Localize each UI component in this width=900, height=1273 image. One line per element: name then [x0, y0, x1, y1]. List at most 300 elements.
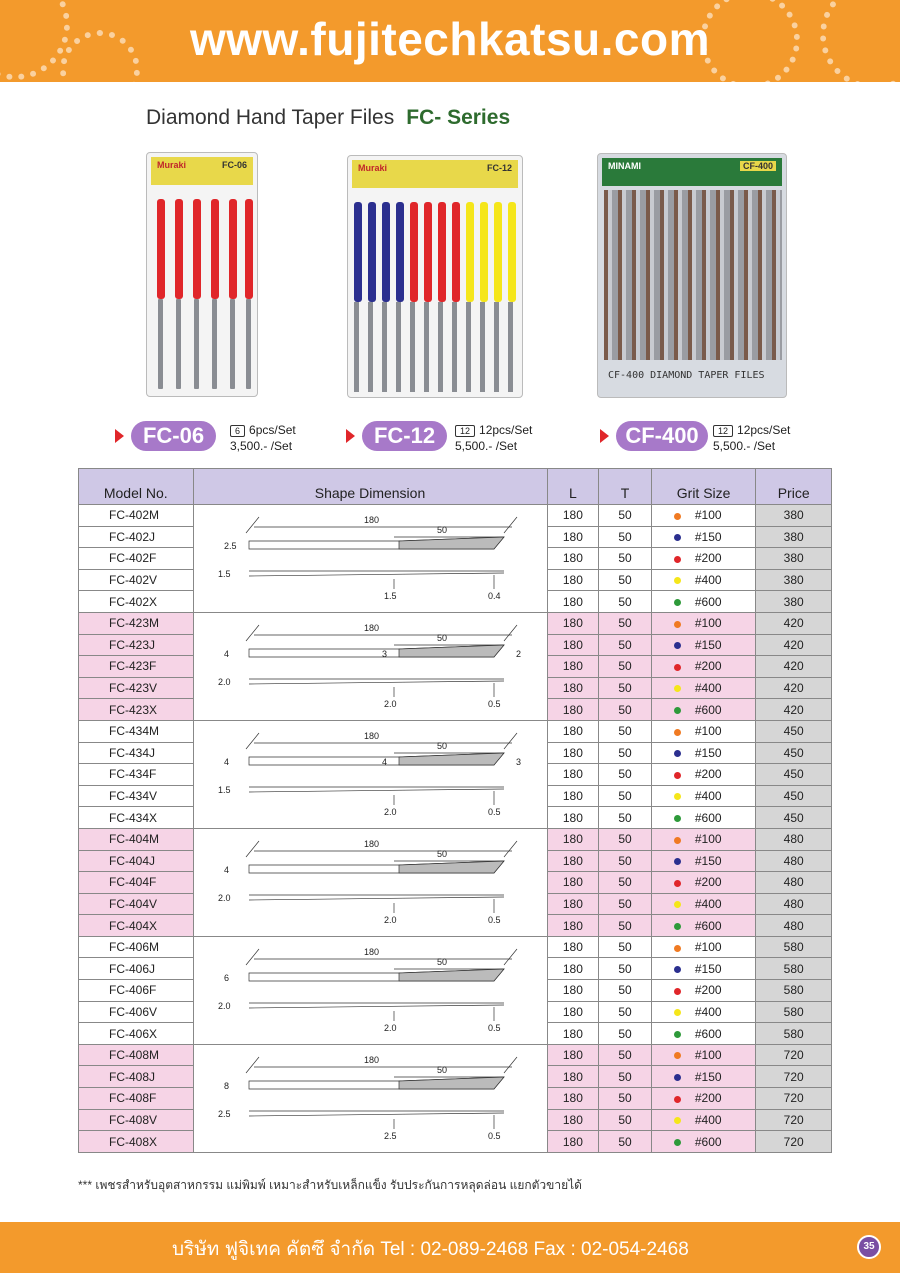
grit-color-dot — [674, 750, 681, 757]
svg-text:0.5: 0.5 — [487, 807, 501, 818]
grit-color-dot — [674, 1052, 681, 1059]
table-row — [79, 828, 832, 850]
grit-label: #150 — [694, 1069, 722, 1084]
tip-cell: 50 — [599, 656, 652, 678]
model-cell: FC-434M — [79, 720, 194, 742]
svg-text:2: 2 — [515, 649, 521, 660]
svg-text:4: 4 — [381, 757, 387, 768]
page-number: 35 — [857, 1235, 881, 1259]
tip-cell: 50 — [599, 764, 652, 786]
grit-cell — [651, 526, 756, 548]
tip-cell: 50 — [599, 980, 652, 1002]
grit-cell — [651, 872, 756, 894]
grit-label: #100 — [694, 1048, 722, 1063]
svg-text:0.5: 0.5 — [487, 699, 501, 710]
length-cell: 180 — [547, 936, 599, 958]
length-cell: 180 — [547, 764, 599, 786]
header-grit: Grit Size — [651, 469, 756, 505]
table-header-row — [79, 469, 832, 505]
tip-cell: 50 — [599, 699, 652, 721]
tip-cell: 50 — [599, 958, 652, 980]
grit-label: #100 — [694, 940, 722, 955]
grit-cell — [651, 936, 756, 958]
length-cell: 180 — [547, 1109, 599, 1131]
length-cell: 180 — [547, 1088, 599, 1110]
svg-text:0.5: 0.5 — [487, 1023, 501, 1034]
grit-cell — [651, 612, 756, 634]
product-image-fc06 — [146, 152, 258, 397]
svg-text:3: 3 — [381, 649, 387, 660]
model-cell: FC-402X — [79, 591, 194, 613]
tip-cell: 50 — [599, 591, 652, 613]
grit-color-dot — [674, 772, 681, 779]
grit-label: #100 — [694, 616, 722, 631]
set-info: 6 6pcs/Set 3,500.- /Set — [230, 423, 296, 453]
length-cell: 180 — [547, 1131, 599, 1153]
grit-label: #200 — [694, 659, 722, 674]
svg-text:180: 180 — [363, 623, 379, 634]
grit-label: #600 — [694, 810, 722, 825]
grit-cell — [651, 569, 756, 591]
svg-text:180: 180 — [363, 515, 379, 526]
product-name: CF-400 — [616, 421, 708, 451]
grit-label: #150 — [694, 637, 722, 652]
tip-cell: 50 — [599, 1044, 652, 1066]
model-cell: FC-406J — [79, 958, 194, 980]
set-info: 12 12pcs/Set 5,500.- /Set — [455, 423, 533, 453]
grit-color-dot — [674, 556, 681, 563]
tip-cell: 50 — [599, 1023, 652, 1045]
model-cell: FC-423F — [79, 656, 194, 678]
title-series: FC- Series — [406, 106, 511, 129]
tip-cell: 50 — [599, 1066, 652, 1088]
price-cell: 420 — [756, 677, 832, 699]
svg-text:2.5: 2.5 — [383, 1131, 397, 1142]
tip-cell: 50 — [599, 785, 652, 807]
set-price: 5,500.- /Set — [713, 439, 776, 453]
grit-label: #600 — [694, 918, 722, 933]
price-cell: 450 — [756, 720, 832, 742]
svg-text:0.4: 0.4 — [487, 591, 501, 602]
grit-cell — [651, 828, 756, 850]
grit-color-dot — [674, 577, 681, 584]
tip-cell: 50 — [599, 915, 652, 937]
grit-cell — [651, 656, 756, 678]
price-cell: 480 — [756, 828, 832, 850]
model-cell: FC-408X — [79, 1131, 194, 1153]
product-image-fc12 — [347, 155, 523, 398]
length-cell: 180 — [547, 1044, 599, 1066]
price-cell: 480 — [756, 850, 832, 872]
product-name: FC-12 — [362, 421, 447, 451]
length-cell: 180 — [547, 612, 599, 634]
spec-table — [78, 468, 832, 1153]
model-cell: FC-423M — [79, 612, 194, 634]
price-cell: 420 — [756, 634, 832, 656]
grit-color-dot — [674, 729, 681, 736]
package-bottom-label: CF-400 DIAMOND TAPER FILES — [608, 370, 765, 381]
grit-label: #150 — [694, 853, 722, 868]
grit-label: #100 — [694, 508, 722, 523]
tip-cell: 50 — [599, 936, 652, 958]
length-cell: 180 — [547, 980, 599, 1002]
header-price: Price — [756, 469, 832, 505]
svg-text:1.5: 1.5 — [383, 591, 397, 602]
grit-cell — [651, 980, 756, 1002]
grit-color-dot — [674, 945, 681, 952]
grit-cell — [651, 850, 756, 872]
length-cell: 180 — [547, 785, 599, 807]
page-title — [146, 106, 510, 130]
model-cell: FC-404J — [79, 850, 194, 872]
grit-cell — [651, 634, 756, 656]
svg-text:0.5: 0.5 — [487, 915, 501, 926]
grit-cell — [651, 505, 756, 527]
svg-text:4: 4 — [223, 649, 229, 660]
grit-color-dot — [674, 966, 681, 973]
length-cell: 180 — [547, 634, 599, 656]
model-cell: FC-406X — [79, 1023, 194, 1045]
product-image-cf400 — [597, 153, 787, 398]
svg-text:2.0: 2.0 — [217, 677, 231, 688]
price-cell: 450 — [756, 764, 832, 786]
tip-cell: 50 — [599, 720, 652, 742]
grit-color-dot — [674, 880, 681, 887]
tip-cell: 50 — [599, 634, 652, 656]
price-cell: 720 — [756, 1109, 832, 1131]
package-header: Muraki FC-12 — [352, 160, 518, 188]
price-cell: 720 — [756, 1066, 832, 1088]
price-cell: 420 — [756, 699, 832, 721]
tip-cell: 50 — [599, 850, 652, 872]
length-cell: 180 — [547, 872, 599, 894]
set-price: 3,500.- /Set — [230, 439, 293, 453]
price-cell: 420 — [756, 656, 832, 678]
footer-bar — [0, 1222, 900, 1273]
table-row — [79, 1044, 832, 1066]
model-cell: FC-408J — [79, 1066, 194, 1088]
tip-cell: 50 — [599, 612, 652, 634]
model-cell: FC-402F — [79, 548, 194, 570]
length-cell: 180 — [547, 828, 599, 850]
grit-cell — [651, 785, 756, 807]
grit-color-dot — [674, 685, 681, 692]
grit-label: #400 — [694, 1004, 722, 1019]
shape-dimension-diagram — [193, 720, 547, 828]
grit-color-dot — [674, 901, 681, 908]
grit-cell — [651, 1109, 756, 1131]
length-cell: 180 — [547, 569, 599, 591]
price-cell: 450 — [756, 785, 832, 807]
grit-label: #600 — [694, 1134, 722, 1149]
top-banner — [0, 0, 900, 82]
svg-text:8: 8 — [223, 1081, 229, 1092]
grit-color-dot — [674, 837, 681, 844]
grit-cell — [651, 893, 756, 915]
price-cell: 450 — [756, 807, 832, 829]
model-cell: FC-402J — [79, 526, 194, 548]
tip-cell: 50 — [599, 1109, 652, 1131]
grit-label: #400 — [694, 1112, 722, 1127]
model-cell: FC-408M — [79, 1044, 194, 1066]
shape-dimension-diagram — [193, 936, 547, 1044]
arrow-right-icon — [346, 429, 355, 443]
price-cell: 380 — [756, 526, 832, 548]
grit-color-dot — [674, 858, 681, 865]
product-badge-fc12 — [346, 421, 546, 461]
svg-text:4: 4 — [223, 865, 229, 876]
arrow-right-icon — [115, 429, 124, 443]
grit-cell — [651, 699, 756, 721]
model-cell: FC-406M — [79, 936, 194, 958]
price-cell: 380 — [756, 591, 832, 613]
grit-cell — [651, 742, 756, 764]
svg-text:3: 3 — [515, 757, 521, 768]
price-cell: 480 — [756, 872, 832, 894]
box-icon: 6 — [230, 425, 245, 437]
price-cell: 380 — [756, 548, 832, 570]
product-badge-fc06 — [115, 421, 315, 461]
tip-cell: 50 — [599, 569, 652, 591]
grit-label: #400 — [694, 681, 722, 696]
svg-text:2.5: 2.5 — [217, 1109, 231, 1120]
svg-text:180: 180 — [363, 1055, 379, 1066]
arrow-right-icon — [600, 429, 609, 443]
length-cell: 180 — [547, 1023, 599, 1045]
grit-label: #150 — [694, 961, 722, 976]
grit-cell — [651, 591, 756, 613]
grit-label: #200 — [694, 1091, 722, 1106]
header-tip: T — [599, 469, 652, 505]
tip-cell: 50 — [599, 1088, 652, 1110]
grit-color-dot — [674, 534, 681, 541]
website-url: www.fujitechkatsu.com — [189, 13, 710, 65]
grit-color-dot — [674, 513, 681, 520]
length-cell: 180 — [547, 850, 599, 872]
grit-color-dot — [674, 1139, 681, 1146]
title-main: Diamond Hand Taper Files — [146, 106, 395, 129]
model-cell: FC-404M — [79, 828, 194, 850]
length-cell: 180 — [547, 677, 599, 699]
tip-cell: 50 — [599, 548, 652, 570]
grit-color-dot — [674, 1117, 681, 1124]
svg-text:2.0: 2.0 — [383, 915, 397, 926]
grit-label: #100 — [694, 832, 722, 847]
svg-text:50: 50 — [436, 741, 447, 752]
grit-color-dot — [674, 988, 681, 995]
company-contact: บริษัท ฟูจิเทค คัตซึ จำกัด Tel : 02-089-2468 Fax : 02-054-2468 — [172, 1239, 689, 1260]
tip-cell: 50 — [599, 742, 652, 764]
model-cell: FC-408F — [79, 1088, 194, 1110]
grit-cell — [651, 1023, 756, 1045]
grit-color-dot — [674, 1074, 681, 1081]
grit-label: #400 — [694, 789, 722, 804]
grit-label: #600 — [694, 1026, 722, 1041]
length-cell: 180 — [547, 548, 599, 570]
svg-text:180: 180 — [363, 839, 379, 850]
model-cell: FC-406F — [79, 980, 194, 1002]
box-icon: 12 — [455, 425, 475, 437]
table-row — [79, 612, 832, 634]
package-header: Muraki FC-06 — [151, 157, 253, 185]
grit-label: #400 — [694, 573, 722, 588]
grit-label: #600 — [694, 702, 722, 717]
model-cell: FC-423X — [79, 699, 194, 721]
price-cell: 480 — [756, 915, 832, 937]
svg-text:2.0: 2.0 — [217, 1001, 231, 1012]
price-cell: 450 — [756, 742, 832, 764]
grit-cell — [651, 1001, 756, 1023]
shape-dimension-diagram — [193, 828, 547, 936]
model-cell: FC-423V — [79, 677, 194, 699]
svg-text:50: 50 — [436, 957, 447, 968]
svg-text:0.5: 0.5 — [487, 1131, 501, 1142]
grit-label: #200 — [694, 767, 722, 782]
model-cell: FC-404X — [79, 915, 194, 937]
svg-text:1.5: 1.5 — [217, 785, 231, 796]
svg-text:180: 180 — [363, 947, 379, 958]
grit-cell — [651, 958, 756, 980]
model-cell: FC-408V — [79, 1109, 194, 1131]
grit-label: #400 — [694, 896, 722, 911]
grit-label: #100 — [694, 724, 722, 739]
length-cell: 180 — [547, 893, 599, 915]
price-cell: 720 — [756, 1131, 832, 1153]
length-cell: 180 — [547, 505, 599, 527]
length-cell: 180 — [547, 742, 599, 764]
length-cell: 180 — [547, 720, 599, 742]
shape-dimension-diagram — [193, 1044, 547, 1152]
svg-text:2.0: 2.0 — [383, 807, 397, 818]
model-cell: FC-434F — [79, 764, 194, 786]
tip-cell: 50 — [599, 1001, 652, 1023]
grit-cell — [651, 1066, 756, 1088]
shape-dimension-diagram — [193, 505, 547, 613]
price-cell: 580 — [756, 936, 832, 958]
price-cell: 580 — [756, 980, 832, 1002]
model-cell: FC-402M — [79, 505, 194, 527]
header-shape: Shape Dimension — [193, 469, 547, 505]
grit-color-dot — [674, 1031, 681, 1038]
model-cell: FC-434V — [79, 785, 194, 807]
grit-color-dot — [674, 707, 681, 714]
model-cell: FC-434J — [79, 742, 194, 764]
svg-text:2.0: 2.0 — [383, 1023, 397, 1034]
tip-cell: 50 — [599, 1131, 652, 1153]
shape-dimension-diagram — [193, 612, 547, 720]
tip-cell: 50 — [599, 526, 652, 548]
grit-color-dot — [674, 923, 681, 930]
grit-cell — [651, 807, 756, 829]
length-cell: 180 — [547, 656, 599, 678]
grit-color-dot — [674, 815, 681, 822]
length-cell: 180 — [547, 591, 599, 613]
svg-text:50: 50 — [436, 849, 447, 860]
grit-cell — [651, 720, 756, 742]
grit-color-dot — [674, 1009, 681, 1016]
length-cell: 180 — [547, 915, 599, 937]
set-price: 5,500.- /Set — [455, 439, 518, 453]
footnote: *** เพชรสำหรับอุตสาหกรรม แม่พิมพ์ เหมาะสำหรับเหล็กแข็ง รับประกันการหลุดล่อน แยกตัวขายได้ — [78, 1178, 582, 1192]
price-cell: 580 — [756, 1001, 832, 1023]
model-cell: FC-404V — [79, 893, 194, 915]
model-cell: FC-406V — [79, 1001, 194, 1023]
svg-text:2.0: 2.0 — [217, 893, 231, 904]
model-cell: FC-434X — [79, 807, 194, 829]
svg-text:50: 50 — [436, 525, 447, 536]
tip-cell: 50 — [599, 677, 652, 699]
grit-color-dot — [674, 599, 681, 606]
svg-text:1.5: 1.5 — [217, 569, 231, 580]
grit-label: #200 — [694, 551, 722, 566]
package-header: MINAMI CF-400 — [602, 158, 782, 186]
tip-cell: 50 — [599, 893, 652, 915]
svg-text:50: 50 — [436, 633, 447, 644]
tip-cell: 50 — [599, 807, 652, 829]
grit-label: #150 — [694, 529, 722, 544]
header-model: Model No. — [79, 469, 194, 505]
box-icon: 12 — [713, 425, 733, 437]
model-cell: FC-423J — [79, 634, 194, 656]
length-cell: 180 — [547, 1001, 599, 1023]
svg-text:50: 50 — [436, 1065, 447, 1076]
grit-color-dot — [674, 793, 681, 800]
tip-cell: 50 — [599, 828, 652, 850]
length-cell: 180 — [547, 1066, 599, 1088]
table-row — [79, 936, 832, 958]
product-badge-cf400 — [600, 421, 800, 461]
svg-text:4: 4 — [223, 757, 229, 768]
header-length: L — [547, 469, 599, 505]
grit-cell — [651, 677, 756, 699]
price-cell: 380 — [756, 569, 832, 591]
grit-color-dot — [674, 664, 681, 671]
price-cell: 380 — [756, 505, 832, 527]
svg-text:2.0: 2.0 — [383, 699, 397, 710]
grit-label: #200 — [694, 983, 722, 998]
price-cell: 580 — [756, 958, 832, 980]
length-cell: 180 — [547, 807, 599, 829]
tip-cell: 50 — [599, 872, 652, 894]
grit-cell — [651, 764, 756, 786]
grit-cell — [651, 1131, 756, 1153]
grit-label: #600 — [694, 594, 722, 609]
tip-cell: 50 — [599, 505, 652, 527]
length-cell: 180 — [547, 699, 599, 721]
price-cell: 720 — [756, 1044, 832, 1066]
grit-label: #150 — [694, 745, 722, 760]
product-name: FC-06 — [131, 421, 216, 451]
svg-text:180: 180 — [363, 731, 379, 742]
svg-text:6: 6 — [223, 973, 229, 984]
grit-cell — [651, 1044, 756, 1066]
price-cell: 480 — [756, 893, 832, 915]
grit-color-dot — [674, 642, 681, 649]
model-cell: FC-404F — [79, 872, 194, 894]
grit-color-dot — [674, 1096, 681, 1103]
svg-text:2.5: 2.5 — [223, 541, 237, 552]
grit-label: #200 — [694, 875, 722, 890]
price-cell: 420 — [756, 612, 832, 634]
set-info: 12 12pcs/Set 5,500.- /Set — [713, 423, 791, 453]
table-row — [79, 505, 832, 527]
grit-cell — [651, 1088, 756, 1110]
grit-cell — [651, 548, 756, 570]
table-row — [79, 720, 832, 742]
length-cell: 180 — [547, 958, 599, 980]
length-cell: 180 — [547, 526, 599, 548]
price-cell: 580 — [756, 1023, 832, 1045]
